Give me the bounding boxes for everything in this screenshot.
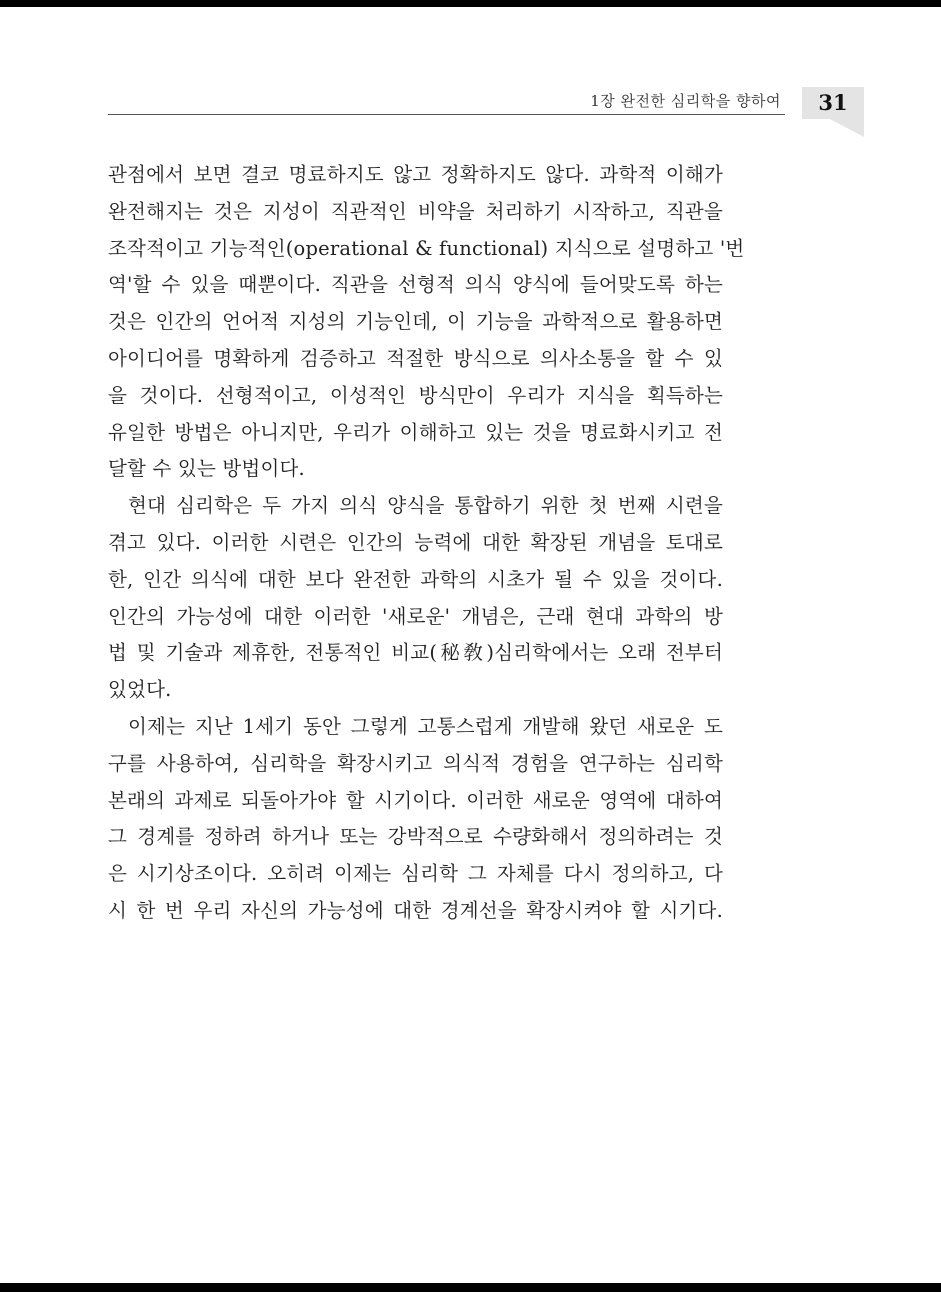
text-line: 역'할 수 있을 때뿐이다. 직관을 선형적 의식 양식에 들어맞도록 하는 xyxy=(108,273,723,297)
bottom-border xyxy=(0,1283,941,1292)
text-line: 관점에서 보면 결코 명료하지도 않고 정확하지도 않다. 과학적 이해가 xyxy=(108,163,723,186)
text-line: 인간의 가능성에 대한 이러한 '새로운' 개념은, 근래 현대 과학의 방 xyxy=(108,604,723,628)
text-line: 것은 인간의 언어적 지성의 기능인데, 이 기능을 과학적으로 활용하면 xyxy=(108,310,723,334)
text-line: 완전해지는 것은 지성이 직관적인 비약을 처리하기 시작하고, 직관을 xyxy=(108,199,723,223)
running-header xyxy=(108,90,785,115)
text-line: 달할 수 있는 방법이다. xyxy=(108,457,305,481)
text-line: 있었다. xyxy=(108,678,172,702)
text-line: 한, 인간 의식에 대한 보다 완전한 과학의 시초가 될 수 있을 것이다. xyxy=(108,567,723,591)
text-line: 시 한 번 우리 자신의 가능성에 대한 경계선을 확장시켜야 할 시기다. xyxy=(108,898,723,922)
page-number: 31 xyxy=(818,90,848,115)
top-border xyxy=(0,0,941,7)
text-line: 조작적이고 기능적인(operational & functional) 지식으로 설명하고 '번 xyxy=(108,236,745,260)
text-line: 구를 사용하여, 심리학을 확장시키고 의식적 경험을 연구하는 심리학 xyxy=(108,751,723,775)
text-line: 은 시기상조이다. 오히려 이제는 심리학 그 자체를 다시 정의하고, 다 xyxy=(108,862,723,886)
text-line: 본래의 과제로 되돌아가야 할 시기이다. 이러한 새로운 영역에 대하여 xyxy=(108,788,723,812)
body-text xyxy=(108,157,745,930)
chapter-title: 1장 완전한 심리학을 향하여 xyxy=(590,92,781,110)
text-line: 법 및 기술과 제휴한, 전통적인 비교(秘敎)심리학에서는 오래 전부터 xyxy=(108,641,723,665)
text-line: 유일한 방법은 아니지만, 우리가 이해하고 있는 것을 명료화시키고 전 xyxy=(108,420,723,444)
text-line: 아이디어를 명확하게 검증하고 적절한 방식으로 의사소통을 할 수 있 xyxy=(108,346,723,370)
text-line: 현대 심리학은 두 가지 의식 양식을 통합하기 위한 첫 번째 시련을 xyxy=(128,494,723,518)
text-line: 그 경계를 정하려 하거나 또는 강박적으로 수량화해서 정의하려는 것 xyxy=(108,825,723,849)
text-line: 이제는 지난 1세기 동안 그렇게 고통스럽게 개발해 왔던 새로운 도 xyxy=(128,714,723,738)
text-line: 겪고 있다. 이러한 시련은 인간의 능력에 대한 확장된 개념을 토대로 xyxy=(108,530,723,554)
text-line: 을 것이다. 선형적이고, 이성적인 방식만이 우리가 지식을 획득하는 xyxy=(108,383,723,407)
